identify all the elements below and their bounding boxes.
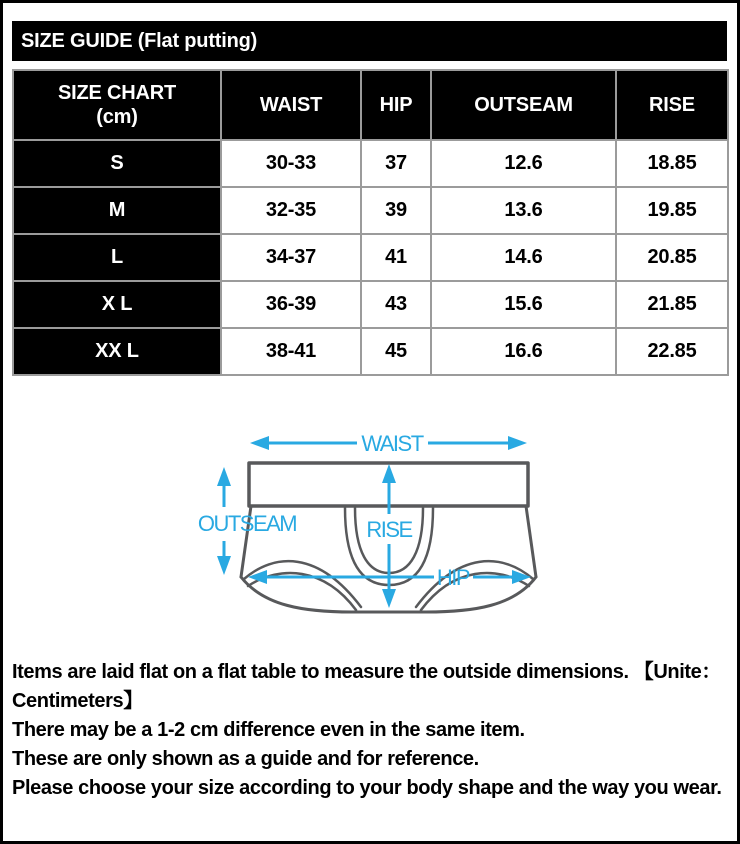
header-size-chart-line1: SIZE CHART: [57, 82, 176, 104]
left-leg-trim-outer: [244, 561, 361, 607]
page-title: SIZE GUIDE (Flat putting): [21, 30, 258, 52]
row-waist-value: 34-37: [221, 234, 361, 281]
row-outseam-value: 12.6: [431, 140, 616, 187]
note-line: Items are laid flat on a flat table to measure the outside dimensions. 【Unite：: [12, 661, 721, 683]
size-chart-table: [12, 69, 729, 376]
note-line: These are only shown as a guide and for reference.: [12, 748, 479, 770]
table-row: [13, 328, 728, 375]
table-header-row: [13, 70, 728, 140]
row-outseam-value: 15.6: [431, 281, 616, 328]
table-row: [13, 234, 728, 281]
rise-arrow-label: RISE: [366, 517, 412, 542]
row-size-label: L: [13, 234, 221, 281]
outseam-arrow-top-head: [217, 467, 231, 486]
row-waist-value: 38-41: [221, 328, 361, 375]
table-row: [13, 281, 728, 328]
row-hip-value: 43: [361, 281, 431, 328]
size-table-body: [13, 140, 728, 375]
header-outseam: OUTSEAM: [431, 70, 616, 140]
row-hip-value: 39: [361, 187, 431, 234]
note-line: Centimeters】: [12, 690, 143, 712]
rise-arrow-bottom-head: [382, 589, 396, 608]
row-rise-value: 18.85: [616, 140, 728, 187]
right-leg-trim-outer: [416, 561, 533, 607]
row-waist-value: 30-33: [221, 140, 361, 187]
row-size-label: XX L: [13, 328, 221, 375]
waist-arrow-right-head: [508, 436, 527, 450]
row-outseam-value: 14.6: [431, 234, 616, 281]
waist-arrow-left-head: [250, 436, 269, 450]
row-rise-value: 21.85: [616, 281, 728, 328]
header-hip: HIP: [361, 70, 431, 140]
title-bar: [12, 21, 727, 61]
row-waist-value: 36-39: [221, 281, 361, 328]
table-row: [13, 187, 728, 234]
header-rise: RISE: [616, 70, 728, 140]
hip-arrow-label: HIP: [436, 565, 470, 590]
outseam-arrow: [198, 467, 296, 575]
row-rise-value: 22.85: [616, 328, 728, 375]
outseam-arrow-bottom-head: [217, 556, 231, 575]
table-row: [13, 140, 728, 187]
note-line: There may be a 1-2 cm difference even in the same item.: [12, 719, 525, 741]
row-outseam-value: 16.6: [431, 328, 616, 375]
header-size-chart-line2: (cm): [96, 106, 138, 128]
row-hip-value: 41: [361, 234, 431, 281]
row-size-label: M: [13, 187, 221, 234]
row-hip-value: 45: [361, 328, 431, 375]
note-line: Please choose your size according to your body shape and the way you wear.: [12, 777, 722, 799]
outseam-arrow-label: OUTSEAM: [197, 511, 297, 536]
row-size-label: S: [13, 140, 221, 187]
row-hip-value: 37: [361, 140, 431, 187]
header-waist: WAIST: [221, 70, 361, 140]
row-waist-value: 32-35: [221, 187, 361, 234]
row-rise-value: 19.85: [616, 187, 728, 234]
row-rise-value: 20.85: [616, 234, 728, 281]
row-outseam-value: 13.6: [431, 187, 616, 234]
header-size-chart: [13, 70, 221, 140]
right-side-seam: [526, 506, 536, 577]
waist-arrow: [250, 431, 527, 456]
waist-arrow-label: WAIST: [361, 431, 423, 456]
notes-section: [12, 658, 734, 803]
rise-arrow-top-head: [382, 464, 396, 483]
row-size-label: X L: [13, 281, 221, 328]
briefs-diagram: [0, 420, 740, 655]
rise-arrow: [366, 464, 412, 608]
